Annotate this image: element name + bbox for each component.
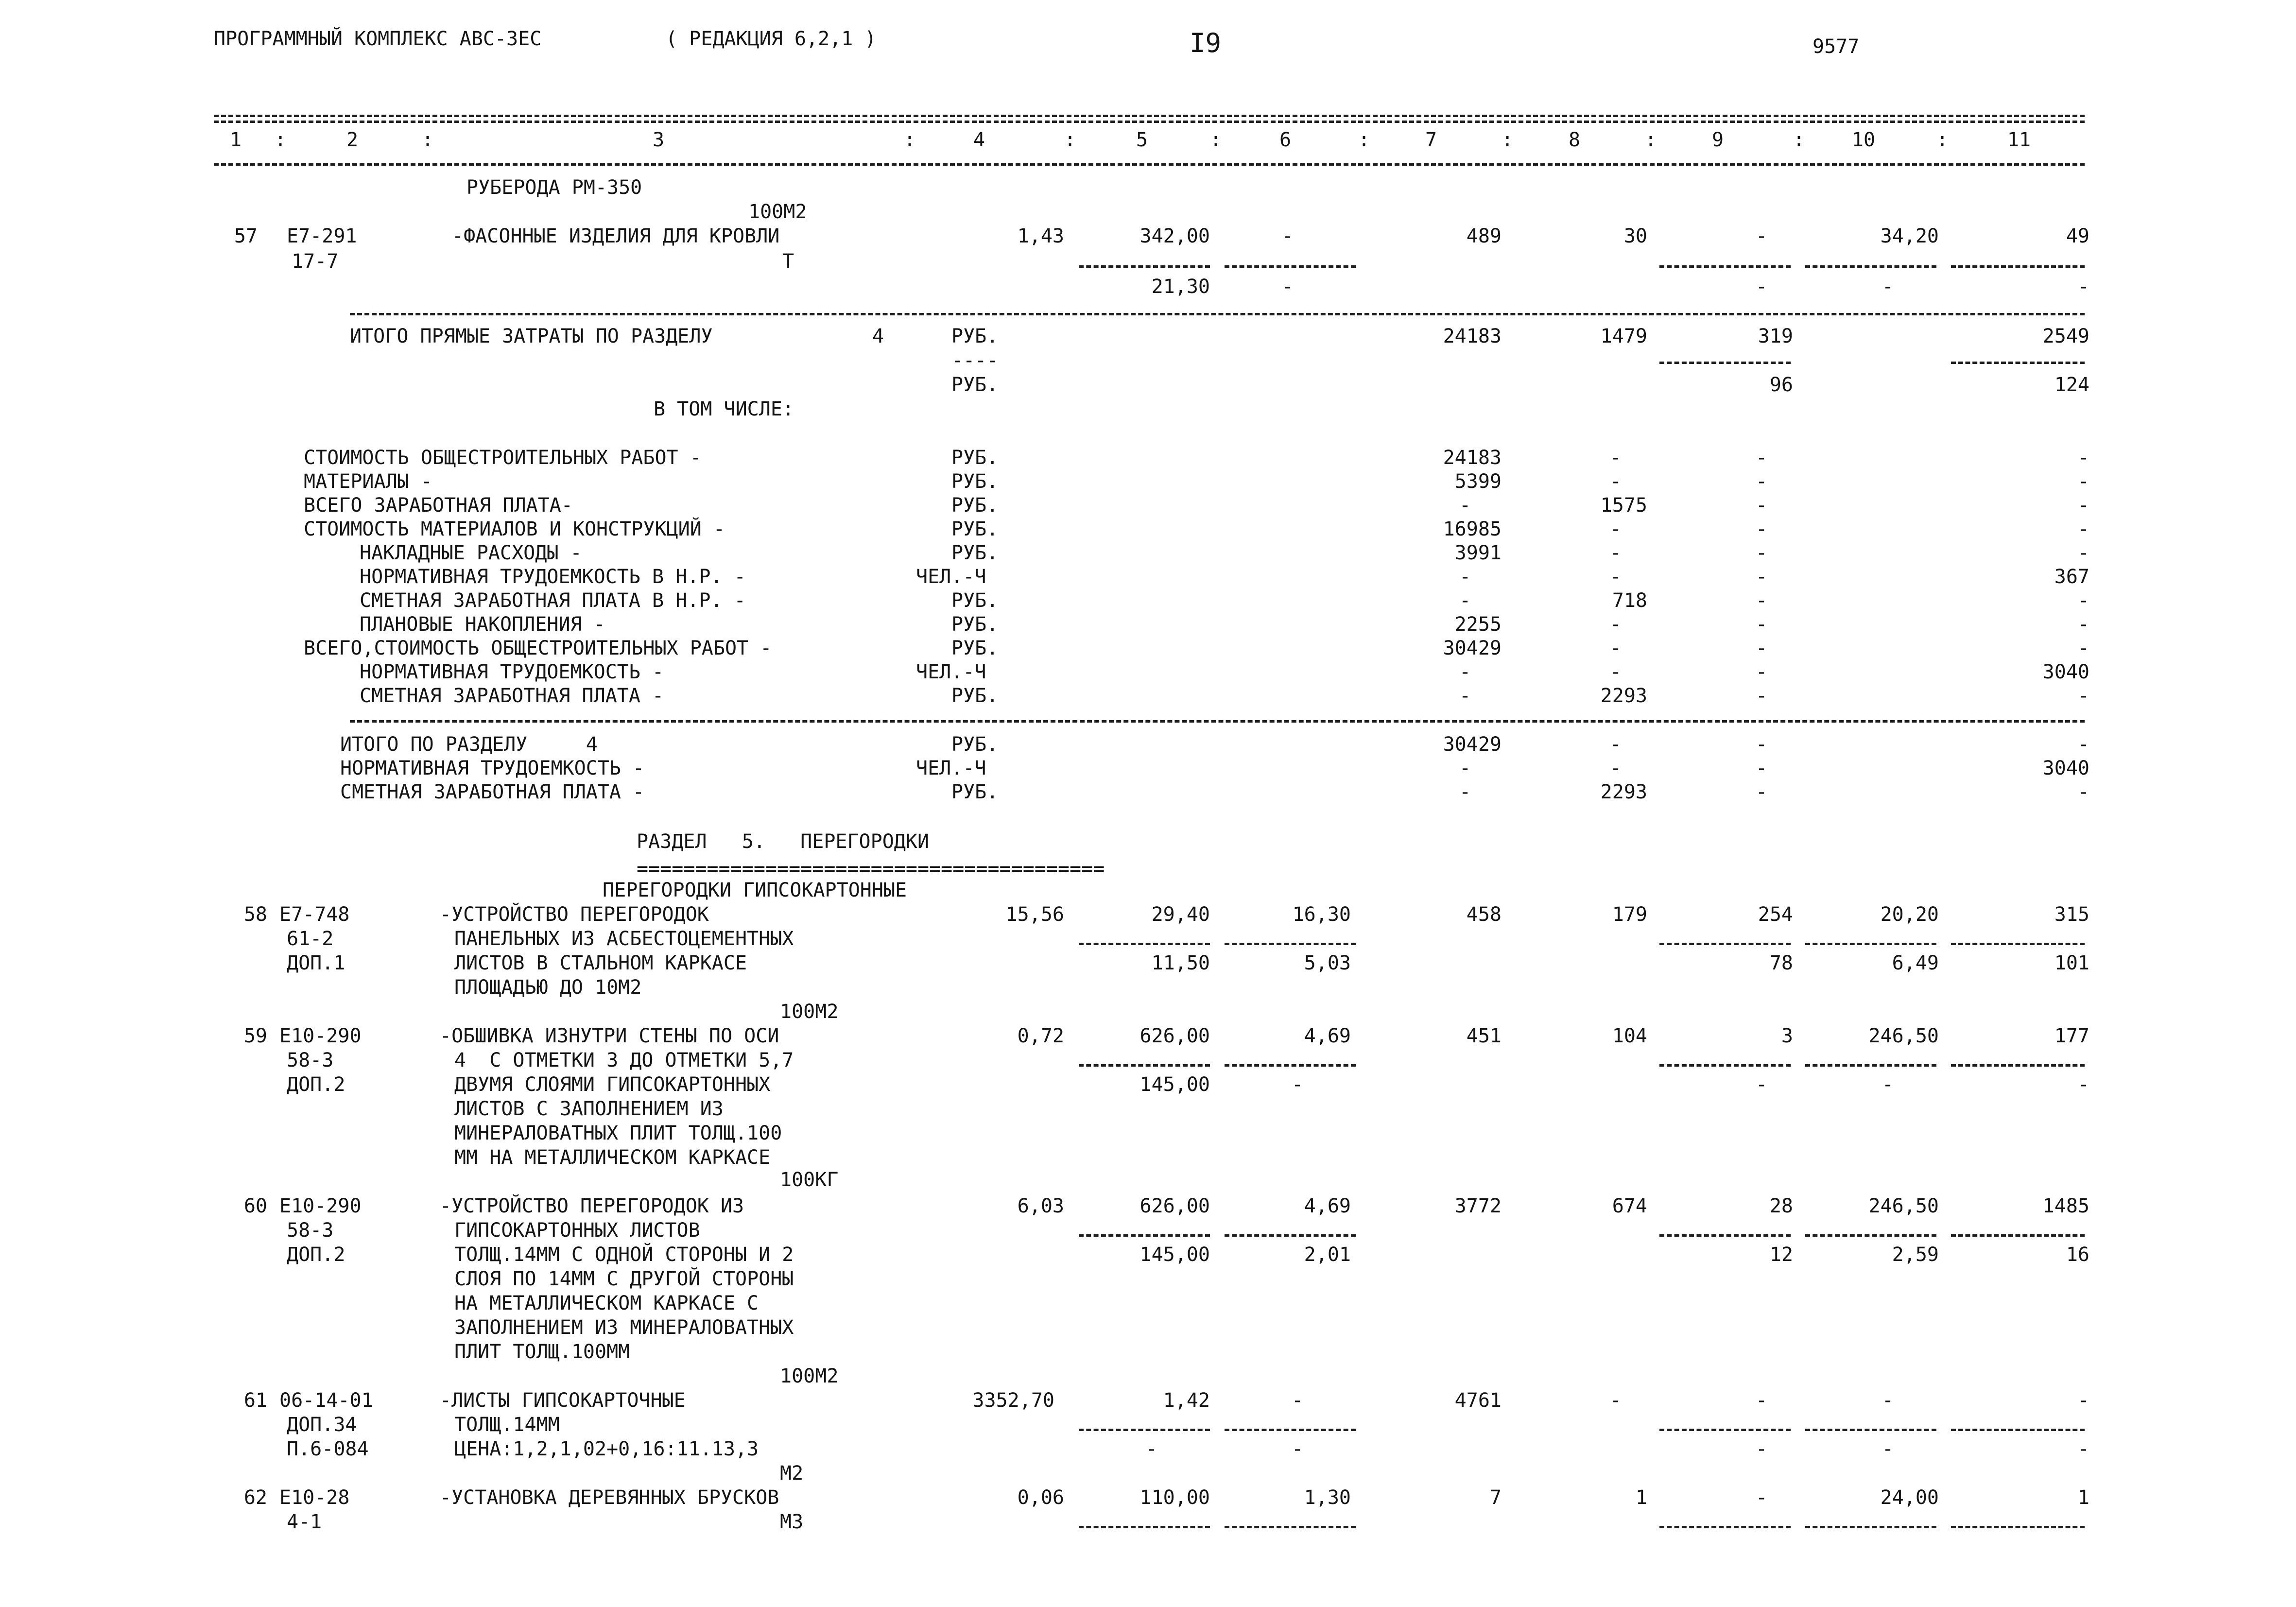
cell-c9: - (1755, 1486, 1768, 1509)
cell-c8: 2293 (1600, 685, 1647, 707)
cell-c5: 626,00 (1139, 1195, 1210, 1217)
including-row-unit: ЧЕЛ.-Ч (916, 661, 986, 683)
column-separator: : (1645, 129, 1657, 151)
cell-c11: 315 (2054, 903, 2089, 926)
cell-rule (1951, 1526, 2085, 1528)
item-name-line: ПЛИТ ТОЛЩ.100ММ (454, 1341, 630, 1363)
cell-rule (1951, 265, 2085, 268)
column-separator: : (1502, 129, 1514, 151)
including-row-label: ВСЕГО,СТОИМОСТЬ ОБЩЕСТРОИТЕЛЬНЫХ РАБОТ - (304, 637, 772, 659)
item-name-line: -ОБШИВКА ИЗНУТРИ СТЕНЫ ПО ОСИ (440, 1025, 779, 1047)
item-number: 59 (243, 1025, 267, 1047)
cell-rule (1079, 1526, 1210, 1528)
cell-c7: 489 (1466, 225, 1502, 247)
totals-unit: РУБ. (951, 325, 999, 347)
item-unit: 100КГ (780, 1169, 839, 1191)
column-number: 11 (2007, 129, 2031, 151)
item-name-line: -УСТАНОВКА ДЕРЕВЯННЫХ БРУСКОВ (440, 1486, 779, 1509)
item-code-2: 4-1 (287, 1511, 322, 1533)
cell-c4: 0,06 (1017, 1486, 1064, 1509)
cell-c11: 2549 (2042, 325, 2089, 347)
cell-c6: 4,69 (1304, 1195, 1351, 1217)
cell-c8: 1575 (1600, 494, 1647, 517)
cell-c10-b: - (1882, 276, 1894, 298)
cell-c5-b: - (1145, 1438, 1158, 1460)
cell-c9: 28 (1769, 1195, 1793, 1217)
cell-c6-b: 5,03 (1304, 952, 1351, 974)
cell-rule (1805, 265, 1936, 268)
cell-c6: 1,30 (1304, 1486, 1351, 1509)
column-number: 9 (1711, 129, 1724, 151)
column-number: 2 (346, 129, 359, 151)
cell-rule (1659, 265, 1791, 268)
cell-c11: - (2077, 1389, 2089, 1412)
including-row-label: НОРМАТИВНАЯ ТРУДОЕМКОСТЬ В Н.Р. - (360, 566, 746, 588)
page-number: I9 (1190, 28, 1222, 58)
item-name-line: ММ НА МЕТАЛЛИЧЕСКОМ КАРКАСЕ (454, 1146, 771, 1169)
item-name-line: СЛОЯ ПО 14ММ С ДРУГОЙ СТОРОНЫ (454, 1268, 794, 1290)
cell-c11: - (2077, 518, 2089, 540)
column-number: 6 (1279, 129, 1292, 151)
cell-rule (1079, 1064, 1210, 1067)
cell-c6-b: 2,01 (1304, 1244, 1351, 1266)
item-code: Е10-28 (279, 1486, 350, 1509)
section-underline: ======================================== (637, 858, 1105, 880)
section-total-label: СМЕТНАЯ ЗАРАБОТНАЯ ПЛАТА - (340, 781, 645, 803)
cell-c11: 49 (2066, 225, 2089, 247)
cell-c9: - (1755, 494, 1768, 517)
cell-c10-b: - (1882, 1073, 1894, 1096)
section-total-unit: РУБ. (951, 733, 999, 756)
column-separator: : (1064, 129, 1076, 151)
including-row-label: СМЕТНАЯ ЗАРАБОТНАЯ ПЛАТА В Н.Р. - (360, 589, 746, 612)
cell-c7: - (1459, 781, 1471, 803)
cell-c7: - (1459, 661, 1471, 683)
cell-c8: - (1609, 447, 1622, 469)
column-number: 7 (1425, 129, 1437, 151)
cell-c5-b: 21,30 (1151, 276, 1210, 298)
cell-rule (1079, 1234, 1210, 1237)
section-total-rule (350, 720, 2085, 723)
item-name-line: -УСТРОЙСТВО ПЕРЕГОРОДОК (440, 903, 709, 926)
including-row-label: НОРМАТИВНАЯ ТРУДОЕМКОСТЬ - (360, 661, 664, 683)
totals-section: 4 (872, 325, 884, 347)
item-code-2: 58-3 (287, 1219, 334, 1242)
including-row-unit: РУБ. (951, 447, 999, 469)
cell-c7: 3991 (1454, 542, 1502, 564)
cell-c8: 1 (1635, 1486, 1647, 1509)
cell-c9-b: - (1755, 276, 1768, 298)
item-code: Е10-290 (279, 1195, 362, 1217)
cell-c9: - (1755, 781, 1768, 803)
item-name-line: -ЛИСТЫ ГИПСОКАРТОЧНЫЕ (440, 1389, 686, 1412)
cell-c11: - (2077, 781, 2089, 803)
cell-c11: 3040 (2042, 757, 2089, 779)
item-name-line: МИНЕРАЛОВАТНЫХ ПЛИТ ТОЛЩ.100 (454, 1122, 782, 1144)
column-number: 4 (973, 129, 985, 151)
column-separator: : (1793, 129, 1805, 151)
cell-c8: 30 (1623, 225, 1647, 247)
cell-c6: 4,69 (1304, 1025, 1351, 1047)
including-row-label: СТОИМОСТЬ МАТЕРИАЛОВ И КОНСТРУКЦИЙ - (304, 518, 725, 540)
cell-rule (1951, 943, 2085, 945)
item-code: 06-14-01 (279, 1389, 373, 1412)
including-row-label: ПЛАНОВЫЕ НАКОПЛЕНИЯ - (360, 613, 605, 636)
cell-c9-b: - (1755, 1073, 1768, 1096)
cell-c8: 718 (1612, 589, 1647, 612)
cell-c8: 2293 (1600, 781, 1647, 803)
cell-rule (1951, 1234, 2085, 1237)
item-code: Е7-748 (279, 903, 350, 926)
cell-c11-b: - (2077, 1438, 2089, 1460)
cell-c9: - (1755, 613, 1768, 636)
cell-rule (1225, 1429, 1356, 1431)
cell-c7: 3772 (1454, 1195, 1502, 1217)
cell-c4: 3352,70 (972, 1389, 1054, 1412)
column-separator: : (422, 129, 434, 151)
item-unit: М3 (780, 1511, 804, 1533)
cell-rule (1659, 1064, 1791, 1067)
including-row-label: ВСЕГО ЗАРАБОТНАЯ ПЛАТА- (304, 494, 573, 517)
cell-c11: - (2077, 685, 2089, 707)
cell-c7: 5399 (1454, 470, 1502, 493)
item-name-line: ПАНЕЛЬНЫХ ИЗ АСБЕСТОЦЕМЕНТНЫХ (454, 928, 794, 950)
cell-c9: - (1755, 661, 1768, 683)
cell-c9: - (1755, 757, 1768, 779)
item-number: 62 (243, 1486, 267, 1509)
item-number: 61 (243, 1389, 267, 1412)
cell-rule (1659, 362, 1791, 364)
cell-c8: 1479 (1600, 325, 1647, 347)
cell-c10: - (1882, 1389, 1894, 1412)
cell-c8: - (1609, 661, 1622, 683)
totals-rule (350, 313, 2085, 315)
item-name-line: ТОЛЩ.14ММ (454, 1414, 560, 1436)
cell-c7: 30429 (1443, 733, 1502, 756)
item-number: 57 (234, 225, 258, 247)
cell-c7: 451 (1466, 1025, 1502, 1047)
cell-c6-b: - (1291, 1438, 1304, 1460)
cell-c11: - (2077, 613, 2089, 636)
cell-c8: 674 (1612, 1195, 1647, 1217)
header-rule-bottom (214, 163, 2085, 166)
item-code-3: ДОП.2 (287, 1244, 345, 1266)
cell-c5: 626,00 (1139, 1025, 1210, 1047)
cell-c8: - (1609, 757, 1622, 779)
sheet-number: 9577 (1813, 35, 1860, 58)
cell-rule (1659, 1429, 1791, 1431)
item-code-3: ДОП.2 (287, 1073, 345, 1096)
cell-c9: 254 (1758, 903, 1793, 926)
cell-c4: 15,56 (1005, 903, 1064, 926)
carry-over-text: РУБЕРОДА РМ-350 (466, 176, 642, 199)
cell-c9: - (1755, 1389, 1768, 1412)
cell-c11-b: 101 (2054, 952, 2089, 974)
cell-rule (1225, 943, 1356, 945)
including-row-unit: РУБ. (951, 637, 999, 659)
cell-c7: - (1459, 566, 1471, 588)
item-unit: М2 (780, 1462, 804, 1485)
cell-c10: 24,00 (1880, 1486, 1939, 1509)
including-row-unit: РУБ. (951, 542, 999, 564)
cell-c10: 246,50 (1868, 1195, 1939, 1217)
including-row-label: СМЕТНАЯ ЗАРАБОТНАЯ ПЛАТА - (360, 685, 664, 707)
including-row-unit: ЧЕЛ.-Ч (916, 566, 986, 588)
cell-c5-b: 11,50 (1151, 952, 1210, 974)
cell-c5: 29,40 (1151, 903, 1210, 926)
item-name-line: ПЛОЩАДЬЮ ДО 10М2 (454, 976, 642, 999)
cell-rule (1225, 265, 1356, 268)
cell-c8: - (1609, 1389, 1622, 1412)
cell-c6: - (1281, 225, 1294, 247)
cell-c11-b: - (2077, 276, 2089, 298)
cell-c10-b: 6,49 (1892, 952, 1939, 974)
item-code-2: 61-2 (287, 928, 334, 950)
cell-c8: - (1609, 542, 1622, 564)
cell-c7: 4761 (1454, 1389, 1502, 1412)
cell-c11-b: 16 (2066, 1244, 2089, 1266)
item-code-2: 17-7 (292, 250, 339, 273)
column-separator: : (1210, 129, 1222, 151)
cell-rule (1225, 1526, 1356, 1528)
header-rule-top-2 (214, 121, 2085, 123)
cell-c10: 34,20 (1880, 225, 1939, 247)
cell-c6-b: - (1291, 1073, 1304, 1096)
item-unit: 100М2 (780, 1365, 839, 1387)
cell-c7: 24183 (1443, 447, 1502, 469)
cell-rule (1805, 1234, 1936, 1237)
cell-c7: 24183 (1443, 325, 1502, 347)
cell-c11: - (2077, 470, 2089, 493)
cell-c4: 6,03 (1017, 1195, 1064, 1217)
including-row-unit: РУБ. (951, 589, 999, 612)
item-unit: 100М2 (780, 1001, 839, 1023)
cell-rule (1079, 1429, 1210, 1431)
cell-c10-b: 2,59 (1892, 1244, 1939, 1266)
cell-c8: 104 (1612, 1025, 1647, 1047)
including-row-label: МАТЕРИАЛЫ - (304, 470, 432, 493)
section-total-label: НОРМАТИВНАЯ ТРУДОЕМКОСТЬ - (340, 757, 645, 779)
cell-c9-b: - (1755, 1438, 1768, 1460)
cell-c8: - (1609, 613, 1622, 636)
cell-rule (1805, 1064, 1936, 1067)
column-separator: : (904, 129, 916, 151)
section-total-label: ИТОГО ПО РАЗДЕЛУ 4 (340, 733, 598, 756)
cell-c5: 110,00 (1139, 1486, 1210, 1509)
cell-c5: 342,00 (1139, 225, 1210, 247)
including-row-unit: РУБ. (951, 494, 999, 517)
item-code-3: П.6-084 (287, 1438, 369, 1460)
cell-c4: 0,72 (1017, 1025, 1064, 1047)
cell-c6: 16,30 (1292, 903, 1351, 926)
cell-c9-b: 78 (1769, 952, 1793, 974)
item-name-line: НА МЕТАЛЛИЧЕСКОМ КАРКАСЕ С (454, 1292, 759, 1314)
program-title: ПРОГРАММНЫЙ КОМПЛЕКС АВС-3ЕС (214, 28, 542, 50)
cell-c9-b: 12 (1769, 1244, 1793, 1266)
column-separator: : (275, 129, 287, 151)
cell-c9: - (1755, 542, 1768, 564)
cell-c9: - (1755, 589, 1768, 612)
item-number: 60 (243, 1195, 267, 1217)
item-name-line: ТОЛЩ.14ММ С ОДНОЙ СТОРОНЫ И 2 (454, 1244, 794, 1266)
cell-c5: 1,42 (1163, 1389, 1210, 1412)
cell-c7: - (1459, 589, 1471, 612)
cell-c11: 1485 (2042, 1195, 2089, 1217)
section-total-unit: ЧЕЛ.-Ч (916, 757, 986, 779)
cell-c9: - (1755, 685, 1768, 707)
column-number: 10 (1851, 129, 1876, 151)
totals-dashes: ---- (951, 349, 999, 372)
cell-rule (1805, 1526, 1936, 1528)
cell-c8: - (1609, 733, 1622, 756)
section-title: РАЗДЕЛ 5. ПЕРЕГОРОДКИ (637, 830, 930, 853)
cell-rule (1805, 943, 1936, 945)
column-number: 3 (652, 129, 665, 151)
cell-c9: 3 (1781, 1025, 1793, 1047)
cell-c5-b: 145,00 (1139, 1244, 1210, 1266)
column-number: 5 (1136, 129, 1148, 151)
cell-c6: - (1291, 1389, 1304, 1412)
cell-c9: - (1755, 447, 1768, 469)
column-number: 8 (1568, 129, 1581, 151)
item-name: -ФАСОННЫЕ ИЗДЕЛИЯ ДЛЯ КРОВЛИ (452, 225, 780, 247)
cell-c11-b: 124 (2054, 374, 2089, 396)
cell-c9: - (1755, 470, 1768, 493)
cell-c8: - (1609, 637, 1622, 659)
cell-c10-b: - (1882, 1438, 1894, 1460)
section-total-unit: РУБ. (951, 781, 999, 803)
item-name-line: -УСТРОЙСТВО ПЕРЕГОРОДОК ИЗ (440, 1195, 744, 1217)
cell-c10: 246,50 (1868, 1025, 1939, 1047)
cell-c7: - (1459, 494, 1471, 517)
cell-rule (1079, 943, 1210, 945)
column-separator: : (1358, 129, 1370, 151)
cell-c5-b: 145,00 (1139, 1073, 1210, 1096)
cell-c9: - (1755, 225, 1768, 247)
cell-rule (1805, 1429, 1936, 1431)
cell-c9: - (1755, 566, 1768, 588)
totals-unit-2: РУБ. (951, 374, 999, 396)
cell-c11: 367 (2054, 566, 2089, 588)
including-row-unit: РУБ. (951, 613, 999, 636)
item-unit-2: Т (782, 250, 794, 273)
cell-c7: 30429 (1443, 637, 1502, 659)
cell-rule (1659, 943, 1791, 945)
cell-rule (1951, 362, 2085, 364)
item-code-2: ДОП.34 (287, 1414, 357, 1436)
item-name-line: ЗАПОЛНЕНИЕМ ИЗ МИНЕРАЛОВАТНЫХ (454, 1316, 794, 1339)
cell-c11: 177 (2054, 1025, 2089, 1047)
cell-c8: - (1609, 518, 1622, 540)
item-name-line: ГИПСОКАРТОННЫХ ЛИСТОВ (454, 1219, 700, 1242)
cell-c11: 3040 (2042, 661, 2089, 683)
cell-rule (1079, 265, 1210, 268)
cell-c11: - (2077, 589, 2089, 612)
item-name-line: ДВУМЯ СЛОЯМИ ГИПСОКАРТОННЫХ (454, 1073, 771, 1096)
cell-c11: - (2077, 447, 2089, 469)
item-number: 58 (243, 903, 267, 926)
cell-c11: - (2077, 494, 2089, 517)
cell-c7: 2255 (1454, 613, 1502, 636)
cell-c11: - (2077, 733, 2089, 756)
cell-c4: 1,43 (1017, 225, 1064, 247)
edition-label: ( РЕДАКЦИЯ 6,2,1 ) (666, 28, 877, 50)
cell-c7: 458 (1466, 903, 1502, 926)
item-code: Е7-291 (287, 225, 357, 247)
item-code-3: ДОП.1 (287, 952, 345, 974)
column-separator: : (1936, 129, 1949, 151)
cell-c7: - (1459, 757, 1471, 779)
including-row-label: СТОИМОСТЬ ОБЩЕСТРОИТЕЛЬНЫХ РАБОТ - (304, 447, 702, 469)
cell-c10: 20,20 (1880, 903, 1939, 926)
cell-c11: - (2077, 637, 2089, 659)
cell-c8: 179 (1612, 903, 1647, 926)
section-subheading: ПЕРЕГОРОДКИ ГИПСОКАРТОННЫЕ (603, 879, 907, 901)
item-name-line: ЛИСТОВ В СТАЛЬНОМ КАРКАСЕ (454, 952, 747, 974)
cell-c8: - (1609, 566, 1622, 588)
cell-rule (1951, 1429, 2085, 1431)
including-row-unit: РУБ. (951, 685, 999, 707)
cell-rule (1659, 1234, 1791, 1237)
item-name-line: 4 С ОТМЕТКИ 3 ДО ОТМЕТКИ 5,7 (454, 1049, 794, 1071)
cell-c9-b: 96 (1769, 374, 1793, 396)
totals-label: ИТОГО ПРЯМЫЕ ЗАТРАТЫ ПО РАЗДЕЛУ (350, 325, 713, 347)
cell-c6-b: - (1281, 276, 1294, 298)
cell-c8: - (1609, 470, 1622, 493)
cell-c11: 1 (2077, 1486, 2089, 1509)
header-rule-top (214, 115, 2085, 117)
including-row-label: НАКЛАДНЫЕ РАСХОДЫ - (360, 542, 582, 564)
item-code: Е10-290 (279, 1025, 362, 1047)
cell-c11-b: - (2077, 1073, 2089, 1096)
item-name-line: ЛИСТОВ С ЗАПОЛНЕНИЕМ ИЗ (454, 1098, 724, 1120)
cell-c9: - (1755, 518, 1768, 540)
including-row-unit: РУБ. (951, 470, 999, 493)
cell-c11: - (2077, 542, 2089, 564)
cell-rule (1659, 1526, 1791, 1528)
cell-c9: - (1755, 637, 1768, 659)
item-code-2: 58-3 (287, 1049, 334, 1071)
column-number: 1 (229, 129, 242, 151)
cell-rule (1225, 1064, 1356, 1067)
cell-c9: - (1755, 733, 1768, 756)
including-heading: В ТОМ ЧИСЛЕ: (654, 398, 794, 420)
cell-c9: 319 (1758, 325, 1793, 347)
cell-rule (1951, 1064, 2085, 1067)
cell-c7: 16985 (1443, 518, 1502, 540)
including-row-unit: РУБ. (951, 518, 999, 540)
item-name-line: ЦЕНА:1,2,1,02+0,16:11.13,3 (454, 1438, 759, 1460)
cell-c7: - (1459, 685, 1471, 707)
item-unit: 100М2 (748, 201, 807, 223)
cell-rule (1225, 1234, 1356, 1237)
cell-c7: 7 (1489, 1486, 1502, 1509)
